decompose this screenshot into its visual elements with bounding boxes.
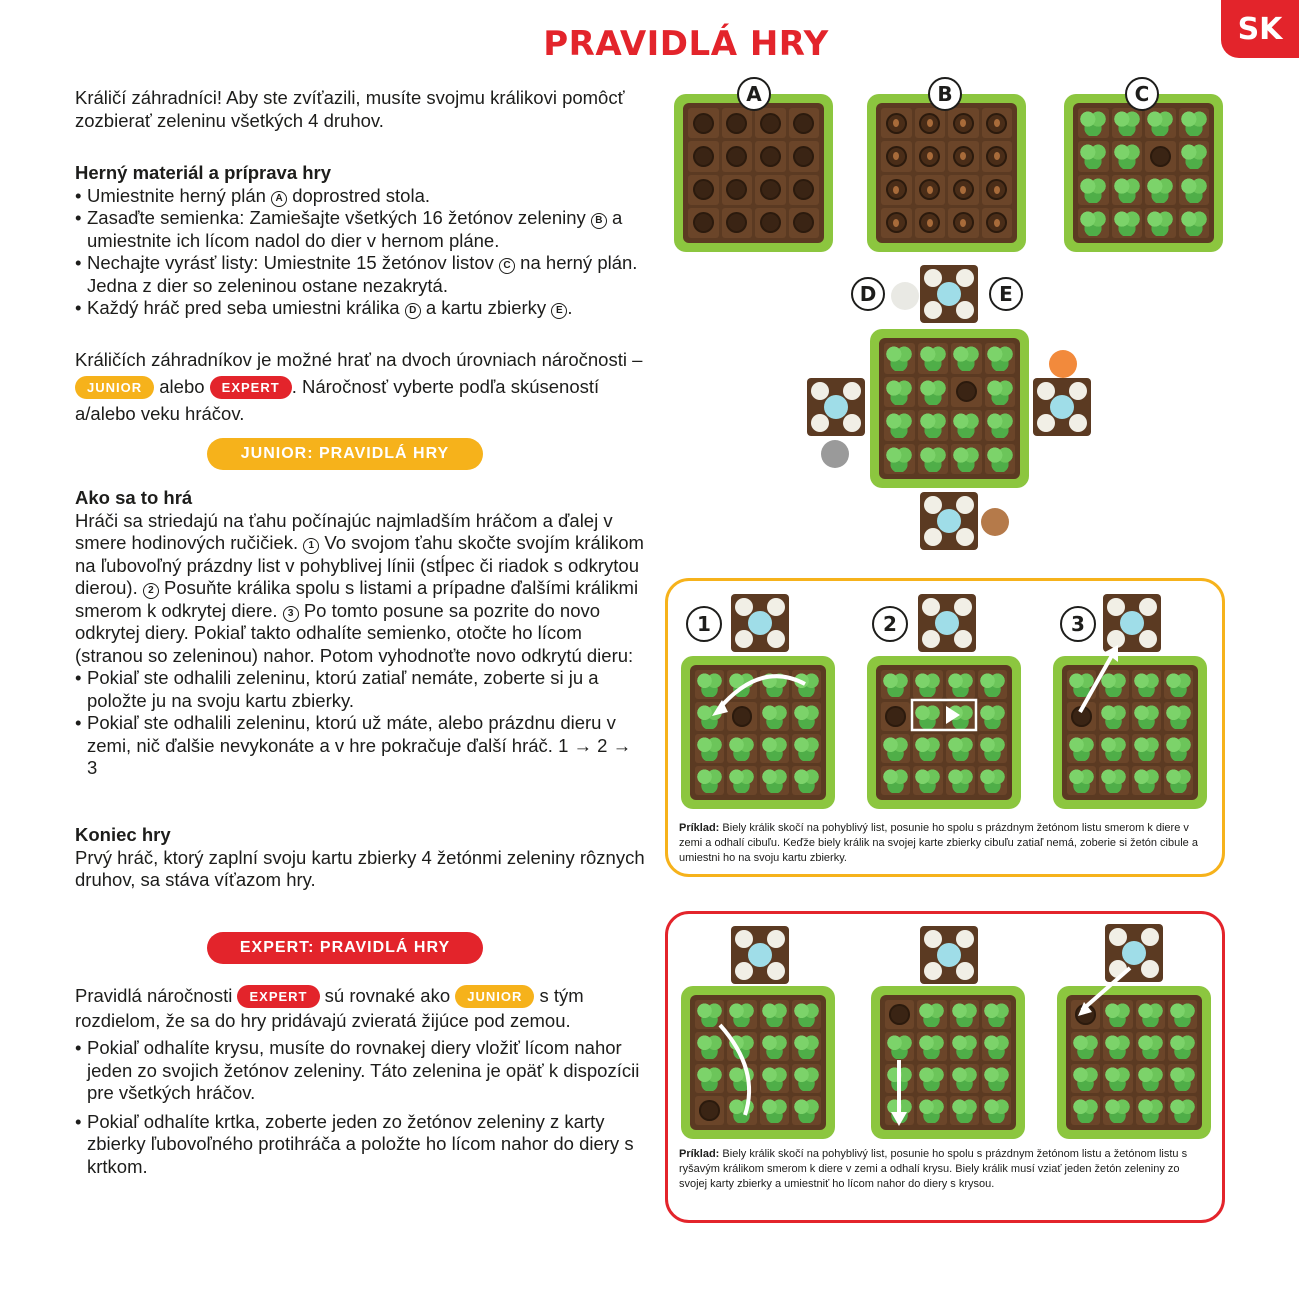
junior-badge: JUNIOR: [455, 985, 534, 1008]
label-b: B: [928, 77, 962, 111]
levels-paragraph: Králičích záhradníkov je možné hrať na dvoch úrovniach náročnosti – JUNIOR alebo EXPERT . Náročnosť vyberte podľa skúseností a/alebo veku hráčov.: [75, 349, 643, 424]
rule-item: • Pokiaľ ste odhalili zeleninu, ktorú už máte, alebo prázdnu dieru v zemi, nič ďalšie nevykonáte a v hre pokračuje ďalší hráč. 1 → 2 → 3: [75, 712, 632, 778]
setup-item: • Zasaďte semienka: Zamiešajte všetkých 16 žetónov zeleniny B a umiestnite ich lícom nadol do dier v hernom pláne.: [75, 207, 623, 251]
step-2-marker: 2: [872, 606, 908, 642]
setup-heading: Herný materiál a príprava hry: [75, 162, 332, 183]
label-e: E: [989, 277, 1023, 311]
setup-item: • Každý hráč pred seba umiestni králika D a kartu zbierky E .: [75, 297, 573, 318]
step-3-marker: 3: [1060, 606, 1096, 642]
label-c: C: [1125, 77, 1159, 111]
expert-badge: EXPERT: [237, 985, 319, 1008]
end-heading: Koniec hry: [75, 824, 171, 845]
language-tab: SK: [1221, 0, 1299, 58]
setup-item: • Umiestnite herný plán A doprostred stola.: [75, 184, 431, 206]
step-1-marker: 1: [686, 606, 722, 642]
label-a: A: [737, 77, 771, 111]
expert-section: Pravidlá náročnosti EXPERT sú rovnaké ako JUNIOR s tým rozdielom, že sa do hry pridávajú zvieratá žijúce pod zemou. • Pokiaľ odhalíte krysu, musíte do rovnakej diery vložiť lícom nahor jeden zo svojich žetónov zeleniny. Táto zelenina je opäť k dispozícii pre všetkých hráčov. • Pokiaľ odhalíte krtka, zoberte jeden zo žetónov zeleniny z karty zbierky ľubovoľného protihráča a položte ho lícom nahor do diery s krtkom.: [75, 983, 645, 1178]
end-section: Koniec hry Prvý hráč, ktorý zaplní svoju kartu zbierky 4 žetónmi zeleniny rôznych druhov, sa stáva víťazom hry.: [75, 824, 645, 890]
junior-rules-banner: JUNIOR: PRAVIDLÁ HRY: [207, 438, 483, 470]
how-to-play-section: Ako sa to hrá Hráči sa striedajú na ťahu počínajúc najmladším hráčom a ďalej v smere hodinových ručičiek. 1 Vo svojom ťahu skočte svojím králikom na ľubovoľný prázdny list v pohyblivej línii (stĺpec či riadok s odkrytou dierou). 2 Posuňte králika spolu s listami a prípadne ďalšími králikmi smerom k odkrytej diere. 3 Po tomto posune sa pozrite do novo odkrytej diery. Pokiaľ takto odhalíte semienko, otočte ho lícom (stranou so zeleninou) nahor. Potom vyhodnoťte novo odkrytú dieru: • Pokiaľ ste odhalili zeleninu, ktorú zatiaľ nemáte, zoberte si ju a položte ju na svoju kartu zbierky. • Pokiaľ ste odhalili zeleninu, ktorú už máte, alebo prázdnu dieru v zemi, nič ďalšie nevykonáte a v hre pokračuje ďalší hráč. 1 → 2 → 3: [75, 487, 644, 778]
page-title: PRAVIDLÁ HRY: [543, 24, 829, 64]
expert-rule-item: • Pokiaľ odhalíte krysu, musíte do rovnakej diery vložiť lícom nahor jeden zo svojich žetónov zeleniny. Táto zelenina je opäť k dispozícii pre všetkých hráčov.: [75, 1037, 640, 1103]
expert-badge: EXPERT: [210, 376, 292, 399]
junior-badge: JUNIOR: [75, 376, 154, 399]
expert-example-caption: Príklad: Biely králik skočí na pohyblivý list, posunie ho spolu s prázdnym žetónom listu a žetónom listu s ryšavým králikom smerom k diere v zemi a odhalí krysu. Biely králik musí vziať jeden žetón zeleniny zo svojej karty zbierky a umiestniť ho lícom nahor do diery s krysou.: [679, 1148, 1188, 1190]
expert-rules-banner: EXPERT: PRAVIDLÁ HRY: [207, 932, 483, 964]
junior-example-caption: Príklad: Biely králik skočí na pohyblivý list, posunie ho spolu s prázdnym žetónom listu smerom k diere v zemi a odhalí cibuľu. Keďže biely králik na svojej karte zbierky cibuľu zatiaľ nemá, zoberie si žetón cibule a umiestni ho na svoju kartu zbierky.: [679, 822, 1198, 864]
setup-item: • Nechajte vyrásť listy: Umiestnite 15 žetónov listov C na herný plán. Jedna z dier so zeleninou ostane nezakrytá.: [75, 252, 638, 296]
label-d: D: [851, 277, 885, 311]
intro-paragraph: Králičí záhradníci! Aby ste zvíťazili, musíte svojmu králikovi pomôcť zozbierať zeleninu všetkých 4 druhov.: [75, 87, 625, 131]
expert-rule-item: • Pokiaľ odhalíte krtka, zoberte jeden zo žetónov zeleniny z karty zbierky ľubovoľného protihráča a položte ho lícom nahor do diery s krtkom.: [75, 1110, 634, 1177]
rule-item: • Pokiaľ ste odhalili zeleninu, ktorú zatiaľ nemáte, zoberte si ju a položte ju na svoju kartu zbierky.: [75, 667, 599, 711]
how-heading: Ako sa to hrá: [75, 487, 193, 508]
